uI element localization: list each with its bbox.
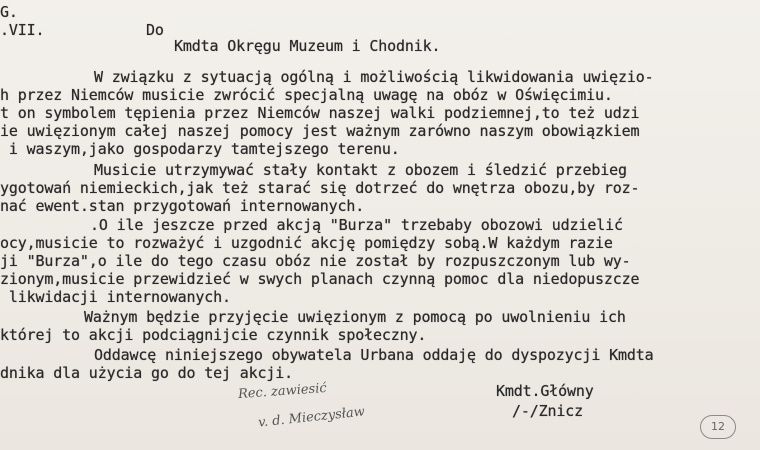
body-line: ocy,musicie to rozważyć i uzgodnić akcję pomiędzy sobą.W każdym razie [0,234,613,252]
recipient: Kmdta Okręgu Muzeum i Chodnik. [174,37,441,55]
body-line: której to akcji podciągnijcie czynnik społeczny. [0,326,427,344]
header-left-2: .VII. [0,21,45,39]
to-label: Do [146,21,164,39]
body-line: .O ile jeszcze przed akcją "Burza" trzebaby obozowi udzielić [90,216,623,234]
signature-name: /-/Znicz [512,402,584,420]
header-left-1: G. [0,3,18,21]
body-line: W związku z sytuacją ogólną i możliwością likwidowania uwięzio- [94,68,654,86]
body-line: ie uwięzionym całej naszej pomocy jest ważnym zarówno naszym obowiązkiem [0,122,640,140]
handwritten-note: Rec. zawiesić [237,380,328,403]
handwritten-signature: v. d. Mieczysław [257,404,366,431]
body-line: nać ewent.stan przygotowań internowanych. [0,197,365,215]
page-number-stamp: 12 [700,415,736,439]
body-line: t on symbolem tępienia przez Niemców naszej walki podziemnej,to też udzi [0,104,640,122]
body-line: ygotowań niemieckich,jak też starać się dotrzeć do wnętrza obozu,by roz- [0,179,640,197]
body-line: i waszym,jako gospodarzy tamtejszego terenu. [0,140,400,158]
body-line: h przez Niemców musicie zwrócić specjalną uwagę na obóz w Oświęcimiu. [0,86,613,104]
body-line: dnika dla użycia go do tej akcji. [0,364,294,382]
body-line: ji "Burza",o ile do tego czasu obóz nie został by rozpuszczonym lub wy- [0,252,631,270]
body-line: zionym,musicie przewidzieć w swych planach czynną pomoc dla niedopuszcze [0,270,640,288]
body-line: likwidacji internowanych. [0,288,231,306]
body-line: Oddawcę niniejszego obywatela Urbana oddaję do dyspozycji Kmdta [94,346,654,364]
body-line: Ważnym będzie przyjęcie uwięzionym z pomocą po uwolnieniu ich [84,308,626,326]
signature-title: Kmdt.Główny [496,382,594,400]
body-line: Musicie utrzymywać stały kontakt z obozem i śledzić przebieg [94,161,627,179]
